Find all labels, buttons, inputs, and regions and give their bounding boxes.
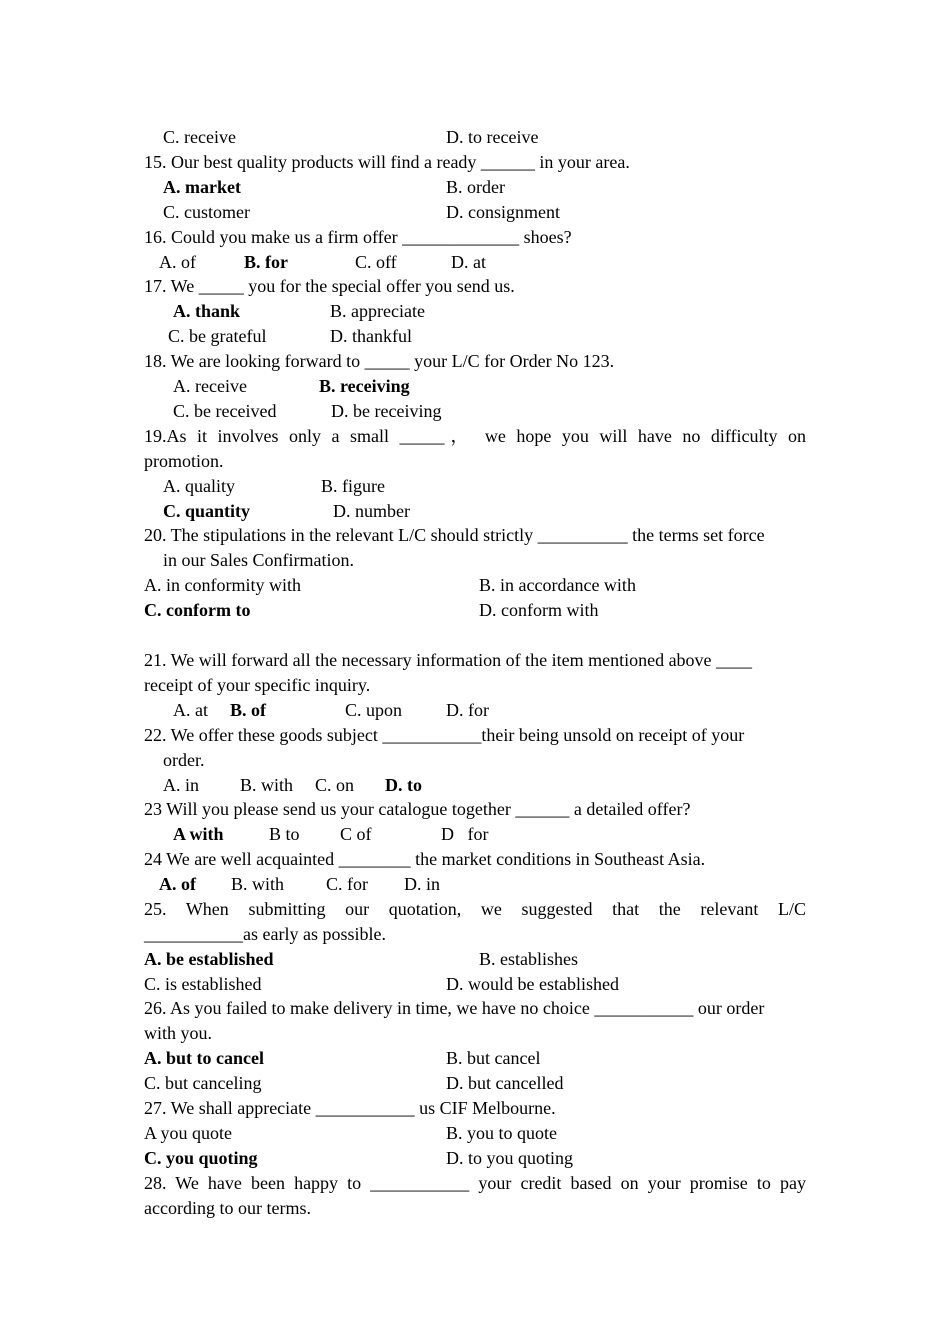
option-text: B. with: [240, 775, 294, 795]
question-stem: 17. We _____ you for the special offer you send us.: [144, 276, 515, 296]
question-stem: 28. We have been happy to ___________ your credit based on your promise to pay: [144, 1173, 806, 1193]
option-text: D. would be established: [446, 974, 619, 994]
answer-option: A. thank: [173, 301, 241, 321]
option-text: A. receive: [173, 376, 247, 396]
option-text: C. be grateful: [168, 326, 267, 346]
answer-option: A. of: [159, 874, 196, 894]
option-text: D. to receive: [446, 127, 539, 147]
question-stem: 27. We shall appreciate ___________ us CIF Melbourne.: [144, 1098, 556, 1118]
question-stem: 16. Could you make us a firm offer _____________ shoes?: [144, 227, 572, 247]
option-text: A. in: [163, 775, 199, 795]
option-text: A. quality: [163, 476, 235, 496]
answer-option: B. for: [244, 252, 288, 272]
answer-option: B. receiving: [319, 376, 410, 396]
answer-option: A. be established: [144, 949, 274, 969]
option-text: D. conform with: [479, 600, 599, 620]
option-text: B. with: [231, 874, 285, 894]
question-stem-continued: according to our terms.: [144, 1198, 311, 1218]
option-text: C. customer: [163, 202, 250, 222]
question-stem: 20. The stipulations in the relevant L/C should strictly __________ the terms set force: [144, 525, 765, 545]
answer-option: B. of: [230, 700, 266, 720]
option-text: B. establishes: [479, 949, 578, 969]
question-stem-continued: order.: [163, 750, 205, 770]
option-text: C. be received: [173, 401, 277, 421]
option-text: B. figure: [321, 476, 385, 496]
option-text: B. appreciate: [330, 301, 425, 321]
question-stem-continued: in our Sales Confirmation.: [163, 550, 354, 570]
answer-option: D. to: [385, 775, 422, 795]
question-stem: 15. Our best quality products will find a ready ______ in your area.: [144, 152, 630, 172]
option-text: A. of: [159, 252, 196, 272]
option-text: D. but cancelled: [446, 1073, 564, 1093]
option-text: D. consignment: [446, 202, 560, 222]
option-text: B. but cancel: [446, 1048, 541, 1068]
option-text: C. for: [326, 874, 368, 894]
option-text: C. off: [355, 252, 397, 272]
question-stem: 25. When submitting our quotation, we suggested that the relevant L/C: [144, 899, 806, 919]
question-stem: 18. We are looking forward to _____ your L/C for Order No 123.: [144, 351, 615, 371]
answer-option: A. market: [163, 177, 241, 197]
question-stem-continued: with you.: [144, 1023, 213, 1043]
question-stem: 24 We are well acquainted ________ the market conditions in Southeast Asia.: [144, 849, 706, 869]
option-text: A you quote: [144, 1123, 232, 1143]
question-stem: 26. As you failed to make delivery in time, we have no choice ___________ our order: [144, 998, 765, 1018]
option-text: C. on: [315, 775, 355, 795]
option-text: B to: [269, 824, 300, 844]
option-text: C. upon: [345, 700, 403, 720]
question-stem: 21. We will forward all the necessary information of the item mentioned above ____: [144, 650, 753, 670]
option-text: D. number: [333, 501, 410, 521]
answer-option: C. conform to: [144, 600, 251, 620]
option-text: D. to you quoting: [446, 1148, 574, 1168]
option-text: B. order: [446, 177, 505, 197]
answer-option: C. quantity: [163, 501, 251, 521]
option-text: B. you to quote: [446, 1123, 557, 1143]
option-text: C. receive: [163, 127, 236, 147]
answer-option: C. you quoting: [144, 1148, 258, 1168]
answer-option: A. but to cancel: [144, 1048, 264, 1068]
option-text: C. but canceling: [144, 1073, 262, 1093]
option-text: D for: [441, 824, 489, 844]
option-text: D. be receiving: [331, 401, 442, 421]
option-text: B. in accordance with: [479, 575, 636, 595]
option-text: D. for: [446, 700, 489, 720]
option-text: D. at: [451, 252, 486, 272]
question-stem: 23 Will you please send us your catalogue together ______ a detailed offer?: [144, 799, 691, 819]
option-text: C. is established: [144, 974, 262, 994]
question-stem: 22. We offer these goods subject ___________their being unsold on receipt of your: [144, 725, 745, 745]
question-stem-continued: promotion.: [144, 451, 224, 471]
option-text: D. thankful: [330, 326, 412, 346]
option-text: D. in: [404, 874, 440, 894]
option-text: A. in conformity with: [144, 575, 301, 595]
question-stem-continued: receipt of your specific inquiry.: [144, 675, 371, 695]
question-stem: 19.As it involves only a small _____， we hope you will have no difficulty on: [144, 426, 806, 446]
option-text: A. at: [173, 700, 208, 720]
option-text: C of: [340, 824, 372, 844]
answer-option: A with: [173, 824, 224, 844]
question-stem-continued: ___________as early as possible.: [144, 924, 386, 944]
